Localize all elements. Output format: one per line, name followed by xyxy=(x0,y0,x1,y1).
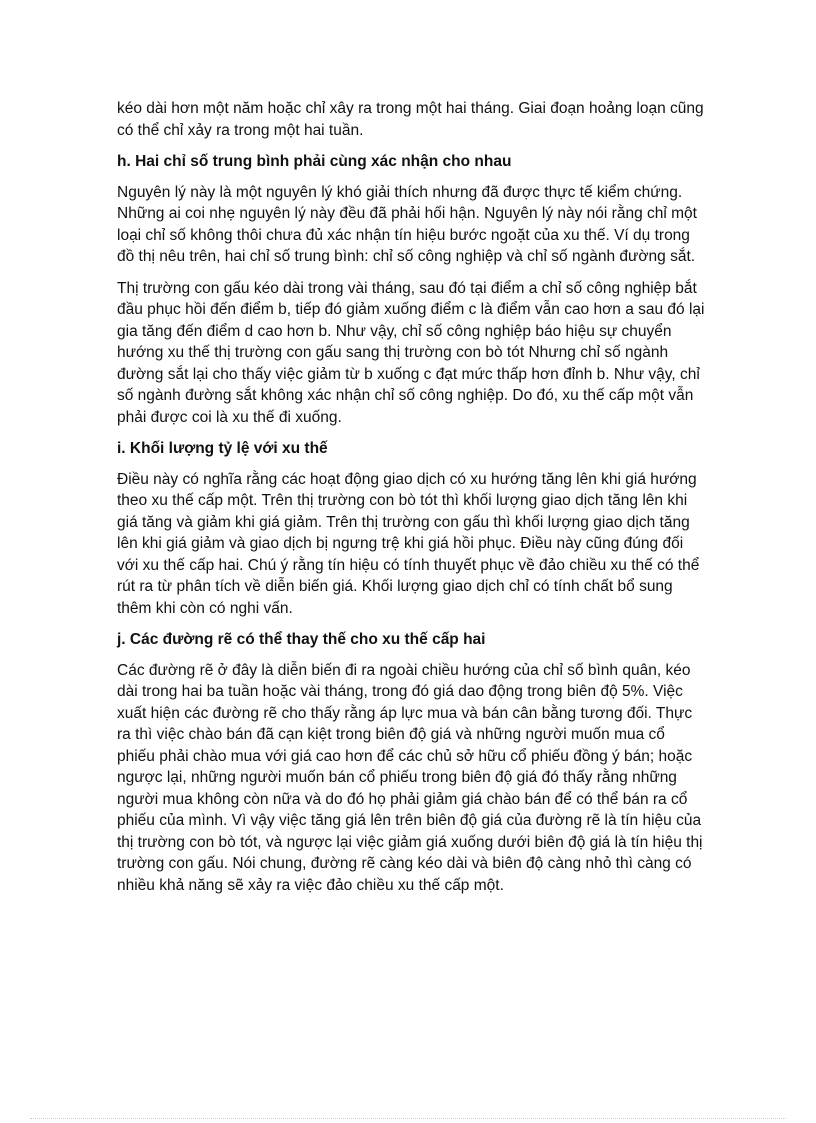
section-j xyxy=(117,629,707,896)
intro-paragraph: kéo dài hơn một năm hoặc chỉ xây ra trong một hai tháng. Giai đoạn hoảng loạn cũng có thể chỉ xảy ra trong một hai tuần. xyxy=(117,100,704,139)
section-i xyxy=(117,438,707,619)
page-bottom-divider xyxy=(30,1118,786,1119)
section-j-paragraph-1: Các đường rẽ ở đây là diễn biến đi ra ngoài chiều hướng của chỉ số bình quân, kéo dài trong hai ba tuần hoặc vài tháng, trong đó giá dao động trong biên độ 5%. Việc xuất hiện các đường rẽ cho thấy rằng áp lực mua và bán cân bằng tương đối. Thực ra thì việc chào bán đã cạn kiệt trong biên độ giá và những người muốn mua cổ phiếu phải chào mua với giá cao hơn để các chủ sở hữu cổ phiếu đồng ý bán; hoặc ngược lại, những người muốn bán cổ phiếu trong biên độ giá đó thấy rằng những người mua không còn nữa và do đó họ phải giảm giá chào bán để có thể bán ra cổ phiếu của mình. Vì vậy việc tăng giá lên trên biên độ giá của đường rẽ là tín hiệu của thị trường con bò tót, và ngược lại việc giảm giá xuống dưới biên độ giá là tín hiệu thị trường con gấu. Nói chung, đường rẽ càng kéo dài và biên độ càng nhỏ thì càng có nhiều khả năng sẽ xảy ra việc đảo chiều xu thế cấp một. xyxy=(117,661,703,894)
section-heading-i: i. Khối lượng tỷ lệ với xu thế xyxy=(117,440,328,457)
section-h-paragraph-2: Thị trường con gấu kéo dài trong vài tháng, sau đó tại điểm a chỉ số công nghiệp bắt đầu phục hồi đến điểm b, tiếp đó giảm xuống điểm c là điểm vẫn cao hơn a sau đó lại gia tăng đến điểm d cao hơn b. Như vậy, chỉ số công nghiệp báo hiệu sự chuyển hướng xu thế thị trường con gấu sang thị trường con bò tót Nhưng chỉ số ngành đường sắt lại cho thấy việc giảm từ b xuống c đạt mức thấp hơn đỉnh b. Như vậy, chỉ số ngành đường sắt không xác nhận chỉ số công nghiệp. Do đó, xu thế cấp một vẫn phải được coi là xu thế đi xuống. xyxy=(117,279,705,426)
section-i-paragraph-1: Điều này có nghĩa rằng các hoạt động giao dịch có xu hướng tăng lên khi giá hướng theo xu thế cấp một. Trên thị trường con bò tót thì khối lượng giao dịch tăng lên khi giá tăng và giảm khi giá giảm. Trên thị trường con gấu thì khối lượng giao dịch tăng lên khi giá giảm và giao dịch bị ngưng trệ khi giá hồi phục. Điều này cũng đúng đối với xu thế cấp hai. Chú ý rằng tín hiệu có tính thuyết phục về đảo chiều xu thế có thể rút ra từ phân tích về diễn biến giá. Khối lượng giao dịch chỉ có tính chất bổ sung thêm khi còn có nghi vấn. xyxy=(117,470,700,617)
section-h-paragraph-1: Nguyên lý này là một nguyên lý khó giải thích nhưng đã được thực tế kiểm chứng. Những ai coi nhẹ nguyên lý này đều đã phải hối hận. Nguyên lý này nói rằng chỉ một loại chỉ số không thôi chưa đủ xác nhận tín hiệu bước ngoặt của xu thế. Ví dụ trong đồ thị nêu trên, hai chỉ số trung bình: chỉ số công nghiệp và chỉ số ngành đường sắt. xyxy=(117,183,697,265)
document-page xyxy=(117,98,707,906)
section-heading-h: h. Hai chỉ số trung bình phải cùng xác nhận cho nhau xyxy=(117,153,512,170)
section-heading-j: j. Các đường rẽ có thể thay thế cho xu thế cấp hai xyxy=(117,631,486,648)
section-h xyxy=(117,151,707,428)
